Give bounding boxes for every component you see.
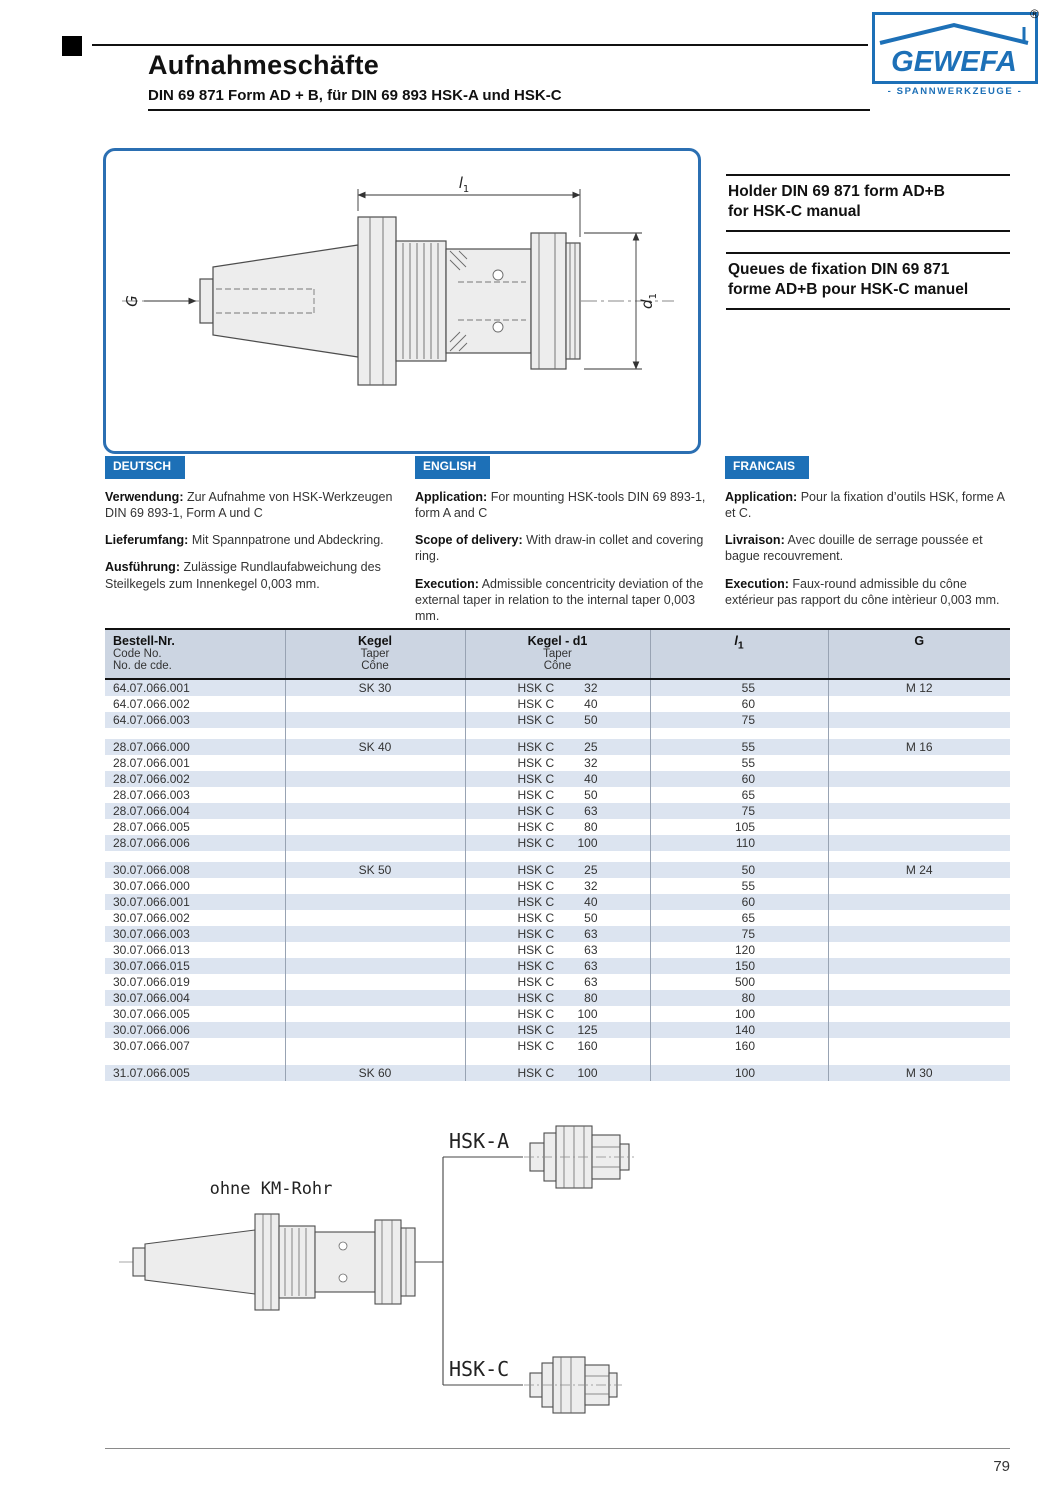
cell-g <box>828 787 1010 803</box>
logo-box <box>872 7 1039 84</box>
cell-d1: HSK C 32 <box>465 679 650 696</box>
table-row <box>105 755 1010 771</box>
cell-kegel <box>285 878 465 894</box>
svg-text:GEWEFA: GEWEFA <box>891 46 1017 78</box>
top-rule <box>92 44 868 46</box>
cell-g <box>828 926 1010 942</box>
table-row <box>105 862 1010 878</box>
subtitle-rule <box>148 109 870 111</box>
cell-kegel <box>285 696 465 712</box>
cell-d1: HSK C 160 <box>465 1038 650 1054</box>
cell-d1: HSK C 100 <box>465 1006 650 1022</box>
cell-kegel: SK 30 <box>285 679 465 696</box>
table-body <box>105 679 1010 1081</box>
cell-g: M 30 <box>828 1065 1010 1081</box>
lang-section-english <box>415 456 709 635</box>
cell-l1: 150 <box>650 958 828 974</box>
cell-kegel <box>285 894 465 910</box>
cell-l1: 80 <box>650 990 828 1006</box>
cell-kegel <box>285 755 465 771</box>
page-title: Aufnahmeschäfte <box>148 50 380 80</box>
cell-l1: 75 <box>650 803 828 819</box>
cell-l1: 60 <box>650 696 828 712</box>
paragraph: Lieferumfang: Mit Spannpatrone und Abdeckring. <box>105 533 384 548</box>
cell-kegel: SK 40 <box>285 739 465 755</box>
cell-g <box>828 803 1010 819</box>
cell-g <box>828 974 1010 990</box>
table-spacer-row <box>105 728 1010 739</box>
lang-section-deutsch <box>105 456 399 603</box>
paragraph: Livraison: Avec douille de serrage poussée et bague recouvrement. <box>725 533 983 564</box>
cell-d1: HSK C 63 <box>465 926 650 942</box>
table-spacer-row <box>105 851 1010 862</box>
table-row <box>105 990 1010 1006</box>
product-table-wrap <box>105 628 1010 1081</box>
label-hsk-a: HSK-A <box>449 1129 510 1153</box>
cell-g <box>828 771 1010 787</box>
cell-d1: HSK C 40 <box>465 894 650 910</box>
main-technical-drawing <box>106 151 698 451</box>
cell-code: 28.07.066.003 <box>113 788 190 802</box>
cell-kegel <box>285 1038 465 1054</box>
cell-l1: 105 <box>650 819 828 835</box>
cell-kegel <box>285 1006 465 1022</box>
drawing-panel <box>103 148 701 454</box>
table-row <box>105 712 1010 728</box>
cell-d1: HSK C 40 <box>465 696 650 712</box>
cell-g <box>828 1038 1010 1054</box>
cell-code: 30.07.066.001 <box>113 895 190 909</box>
cell-kegel: SK 60 <box>285 1065 465 1081</box>
cell-g: M 24 <box>828 862 1010 878</box>
cell-d1: HSK C 63 <box>465 974 650 990</box>
table-row <box>105 803 1010 819</box>
hsk-a-head-drawing <box>524 1126 634 1188</box>
cell-l1: 60 <box>650 894 828 910</box>
col-header-g: G <box>828 629 1010 679</box>
table-row <box>105 787 1010 803</box>
cell-g <box>828 990 1010 1006</box>
cell-l1: 75 <box>650 926 828 942</box>
cell-l1: 100 <box>650 1065 828 1081</box>
cell-l1: 60 <box>650 771 828 787</box>
cell-d1: HSK C 25 <box>465 739 650 755</box>
cell-g <box>828 835 1010 851</box>
cell-l1: 50 <box>650 862 828 878</box>
paragraph: Execution: Faux-round admissible du cône extérieur pas rapport du cône intèrieur 0,003 mm. <box>725 576 1000 607</box>
cell-code: 30.07.066.000 <box>113 879 190 893</box>
cell-code: 64.07.066.001 <box>113 681 190 695</box>
cell-code: 28.07.066.002 <box>113 772 190 786</box>
page-subtitle: DIN 69 871 Form AD + B, für DIN 69 893 HSK-A und HSK-C <box>148 87 562 104</box>
cell-kegel <box>285 835 465 851</box>
cell-l1: 75 <box>650 712 828 728</box>
cell-g: M 16 <box>828 739 1010 755</box>
dim-l1-label: $l_1$ <box>458 174 470 195</box>
cell-l1: 55 <box>650 878 828 894</box>
paragraph: Ausführung: Zulässige Rundlaufabweichung des Steilkegels zum Innenkegel 0,003 mm. <box>105 560 381 591</box>
table-header-row <box>105 629 1010 679</box>
lang-badge-deutsch: DEUTSCH <box>105 456 185 479</box>
cell-g <box>828 942 1010 958</box>
cell-d1: HSK C 32 <box>465 878 650 894</box>
table-row <box>105 771 1010 787</box>
table-row <box>105 926 1010 942</box>
table-row <box>105 1065 1010 1081</box>
cell-code: 30.07.066.005 <box>113 1007 190 1021</box>
branch-connectors <box>415 1157 523 1385</box>
cell-kegel <box>285 819 465 835</box>
cell-code: 28.07.066.005 <box>113 820 190 834</box>
gewefa-logo <box>872 7 1039 97</box>
cell-d1: HSK C 63 <box>465 958 650 974</box>
variant-drawing <box>105 1112 1010 1442</box>
cell-g <box>828 958 1010 974</box>
corner-mark <box>62 36 82 56</box>
table-row <box>105 910 1010 926</box>
cell-kegel <box>285 712 465 728</box>
cell-d1: HSK C 40 <box>465 771 650 787</box>
logo-art <box>875 19 1033 81</box>
cell-kegel <box>285 974 465 990</box>
lang-badge-english: ENGLISH <box>415 456 490 479</box>
col-header-bestell-nr: Bestell-Nr. Code No. No. de cde. <box>105 629 285 679</box>
cell-l1: 55 <box>650 739 828 755</box>
holder-title-fr-line2: forme AD+B pour HSK-C manuel <box>728 281 969 299</box>
cell-code: 28.07.066.006 <box>113 836 190 850</box>
cell-g <box>828 712 1010 728</box>
cell-d1: HSK C 63 <box>465 942 650 958</box>
dim-d1-label: $d_1$ <box>638 293 659 309</box>
cell-code: 30.07.066.003 <box>113 927 190 941</box>
cell-code: 28.07.066.001 <box>113 756 190 770</box>
table-row <box>105 1022 1010 1038</box>
cell-d1: HSK C 63 <box>465 803 650 819</box>
cell-kegel <box>285 942 465 958</box>
cell-g: M 12 <box>828 679 1010 696</box>
holder-outline <box>133 1214 415 1310</box>
cell-l1: 140 <box>650 1022 828 1038</box>
paragraph: Application: For mounting HSK-tools DIN 69 893-1, form A and C <box>415 489 706 520</box>
col-header-kegel: Kegel Taper Cône <box>285 629 465 679</box>
cell-l1: 500 <box>650 974 828 990</box>
cell-l1: 160 <box>650 1038 828 1054</box>
cell-code: 28.07.066.004 <box>113 804 190 818</box>
holder-title-en-line1: Holder DIN 69 871 form AD+B <box>728 183 945 200</box>
col-header-l1: $l_1$ <box>650 629 828 679</box>
paragraph: Verwendung: Zur Aufnahme von HSK-Werkzeugen DIN 69 893-1, Form A und C <box>105 489 393 520</box>
lang-badge-francais: FRANCAIS <box>725 456 809 479</box>
holder-title-en-line2: for HSK-C manual <box>728 203 861 221</box>
cell-g <box>828 1022 1010 1038</box>
footer-rule <box>105 1448 1010 1449</box>
table-row <box>105 1038 1010 1054</box>
cell-g <box>828 696 1010 712</box>
paragraph: Execution: Admissible concentricity deviation of the external taper in relation to the internal taper 0,003 mm. <box>415 576 704 624</box>
cell-l1: 110 <box>650 835 828 851</box>
cell-code: 30.07.066.004 <box>113 991 190 1005</box>
page-number: 79 <box>993 1458 1010 1475</box>
cell-g <box>828 1006 1010 1022</box>
dim-g-label: G <box>123 295 141 307</box>
cell-kegel <box>285 910 465 926</box>
cell-l1: 55 <box>650 679 828 696</box>
cell-code: 30.07.066.002 <box>113 911 190 925</box>
cell-l1: 55 <box>650 755 828 771</box>
cell-g <box>828 755 1010 771</box>
cell-l1: 120 <box>650 942 828 958</box>
cell-d1: HSK C 25 <box>465 862 650 878</box>
table-row <box>105 974 1010 990</box>
tool-holder-outline <box>200 217 580 385</box>
table-row <box>105 1006 1010 1022</box>
cell-l1: 100 <box>650 1006 828 1022</box>
cell-code: 30.07.066.019 <box>113 975 190 989</box>
cell-d1: HSK C 50 <box>465 787 650 803</box>
cell-l1: 65 <box>650 910 828 926</box>
cell-g <box>828 878 1010 894</box>
col-header-kegel-d1: Kegel - d1 Taper Cône <box>465 629 650 679</box>
cell-code: 31.07.066.005 <box>113 1066 190 1080</box>
cell-code: 30.07.066.008 <box>113 863 190 877</box>
table-row <box>105 696 1010 712</box>
table-spacer-row <box>105 1054 1010 1065</box>
cell-code: 28.07.066.000 <box>113 740 190 754</box>
table-row <box>105 739 1010 755</box>
cell-kegel <box>285 787 465 803</box>
product-table <box>105 628 1010 1081</box>
cell-d1: HSK C 100 <box>465 1065 650 1081</box>
table-row <box>105 878 1010 894</box>
cell-d1: HSK C 32 <box>465 755 650 771</box>
cell-g <box>828 819 1010 835</box>
cell-d1: HSK C 50 <box>465 910 650 926</box>
cell-d1: HSK C 125 <box>465 1022 650 1038</box>
table-row <box>105 819 1010 835</box>
table-row <box>105 679 1010 696</box>
cell-kegel <box>285 990 465 1006</box>
cell-d1: HSK C 80 <box>465 990 650 1006</box>
cell-kegel <box>285 803 465 819</box>
cell-code: 30.07.066.013 <box>113 943 190 957</box>
cell-code: 64.07.066.002 <box>113 697 190 711</box>
paragraph: Application: Pour la fixation d’outils HSK, forme A et C. <box>725 489 1005 520</box>
cell-d1: HSK C 100 <box>465 835 650 851</box>
hsk-c-head-drawing <box>524 1357 622 1413</box>
note-ohne-km-rohr: ohne KM-Rohr <box>209 1179 333 1199</box>
table-row <box>105 958 1010 974</box>
table-row <box>105 894 1010 910</box>
cell-g <box>828 894 1010 910</box>
holder-title-en <box>726 174 1010 232</box>
cell-l1: 65 <box>650 787 828 803</box>
cell-code: 30.07.066.007 <box>113 1039 190 1053</box>
cell-code: 64.07.066.003 <box>113 713 190 727</box>
cell-kegel: SK 50 <box>285 862 465 878</box>
holder-title-fr <box>726 252 1010 310</box>
cell-code: 30.07.066.015 <box>113 959 190 973</box>
cell-d1: HSK C 80 <box>465 819 650 835</box>
table-row <box>105 835 1010 851</box>
cell-kegel <box>285 958 465 974</box>
paragraph: Scope of delivery: With draw-in collet and covering ring. <box>415 533 704 564</box>
cell-code: 30.07.066.006 <box>113 1023 190 1037</box>
cell-kegel <box>285 1022 465 1038</box>
cell-kegel <box>285 771 465 787</box>
cell-kegel <box>285 926 465 942</box>
holder-title-fr-line1: Queues de fixation DIN 69 871 <box>728 261 950 278</box>
cell-g <box>828 910 1010 926</box>
cell-d1: HSK C 50 <box>465 712 650 728</box>
registered-mark: ® <box>1030 7 1039 21</box>
label-hsk-c: HSK-C <box>449 1357 510 1381</box>
lang-section-francais <box>725 456 1011 619</box>
logo-tagline: - SPANNWERKZEUGE - <box>887 86 1023 97</box>
table-row <box>105 942 1010 958</box>
